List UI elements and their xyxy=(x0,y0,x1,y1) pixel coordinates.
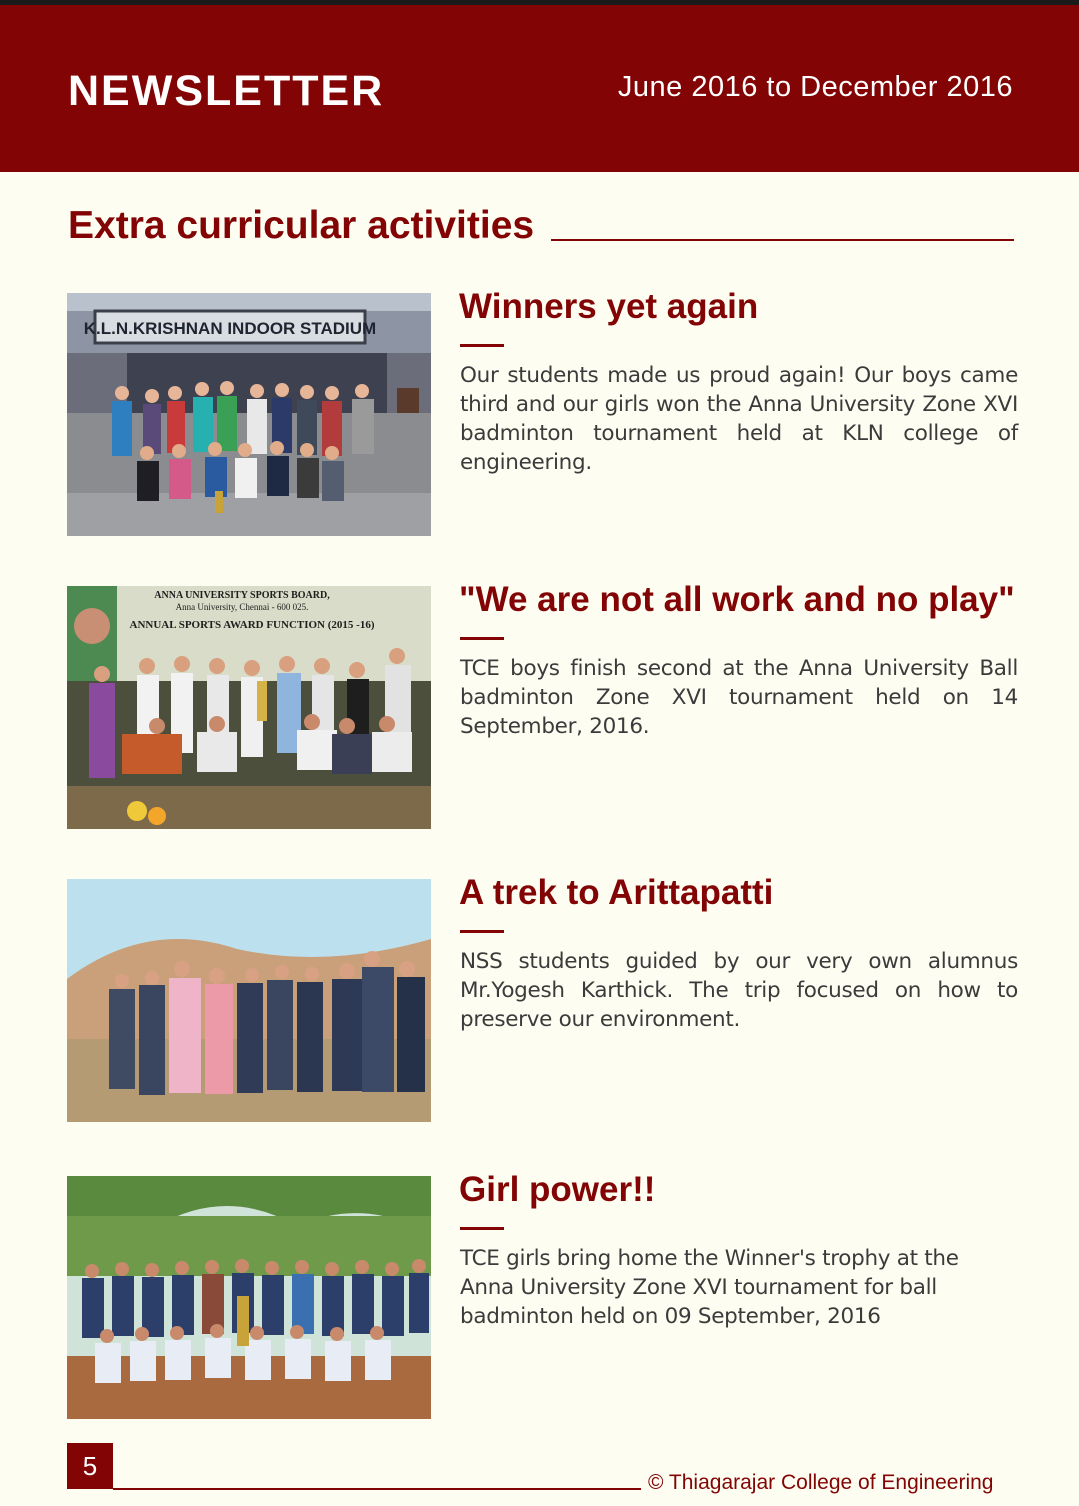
article-title: Winners yet again xyxy=(459,287,759,326)
article-title: A trek to Arittapatti xyxy=(459,873,774,912)
article-not-all-work xyxy=(0,580,1079,836)
photo-nss-trek-group xyxy=(67,879,431,1122)
stadium-sign-text: K.L.N.KRISHNAN INDOOR STADIUM xyxy=(83,319,377,338)
page-number: 5 xyxy=(67,1443,113,1489)
article-title-dash xyxy=(460,930,504,933)
article-winners-yet-again xyxy=(0,287,1079,543)
article-body: NSS students guided by our very own alumnus Mr.Yogesh Karthick. The trip focused on how to preserve our environment. xyxy=(460,949,1018,1032)
banner-line-2: Anna University, Chennai - 600 025. xyxy=(175,602,309,612)
photo-girls-team-trophy xyxy=(67,1176,431,1419)
article-trek-arittapatti xyxy=(0,873,1079,1129)
newsletter-title: NEWSLETTER xyxy=(68,67,385,115)
article-title: "We are not all work and no play" xyxy=(459,580,1015,619)
footer-copyright: © Thiagarajar College of Engineering xyxy=(648,1471,994,1494)
footer-rule xyxy=(113,1488,641,1490)
article-title-dash xyxy=(460,637,504,640)
article-body: Our students made us proud again! Our boys came third and our girls won the Anna University Zone XVI badminton tournament held at KLN college of engineering. xyxy=(460,363,1018,475)
banner-line-1: ANNA UNIVERSITY SPORTS BOARD, xyxy=(154,590,330,601)
newsletter-date-range: June 2016 to December 2016 xyxy=(617,71,1013,103)
article-title: Girl power!! xyxy=(459,1170,656,1209)
photo-sports-award-function xyxy=(67,586,431,829)
article-body: TCE girls bring home the Winner's trophy at the Anna University Zone XVI tournament for ball badminton held on 09 September, 2016 xyxy=(460,1246,959,1329)
article-title-dash xyxy=(460,1227,504,1230)
article-title-dash xyxy=(460,344,504,347)
article-girl-power xyxy=(0,1170,1079,1426)
section-title-rule xyxy=(551,239,1014,241)
newsletter-header xyxy=(0,5,1079,172)
banner-line-3: ANNUAL SPORTS AWARD FUNCTION (2015 -16) xyxy=(129,619,375,631)
photo-indoor-stadium-team xyxy=(67,293,431,536)
section-title: Extra curricular activities xyxy=(68,204,535,247)
article-body: TCE boys finish second at the Anna University Ball badminton Zone XVI tournament held on 14 September, 2016. xyxy=(460,656,1018,739)
